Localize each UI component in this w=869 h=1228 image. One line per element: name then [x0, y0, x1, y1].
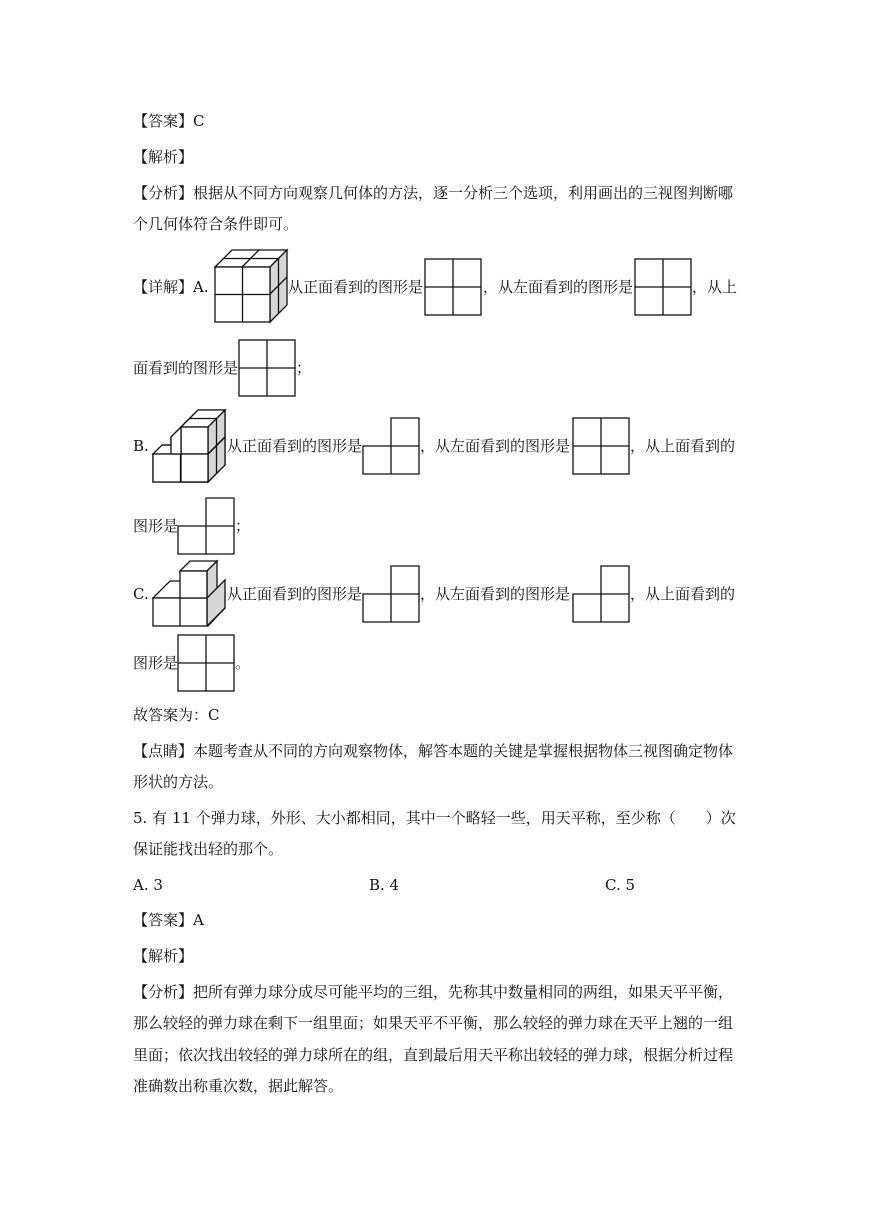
detail-c-label: C. — [133, 585, 149, 603]
detail-a-front-text: 从正面看到的图形是 — [288, 278, 424, 296]
detail-a-top-tail: ，从上 — [692, 278, 738, 296]
question5-analysis-2: 那么较轻的弹力球在剩下一组里面；如果天平不平衡，那么较轻的弹力球在天平上翘的一组 — [133, 1014, 734, 1032]
detail-a-left-text: ，从左面看到的图形是 — [483, 278, 634, 296]
detail-b-top-text: 图形是 — [133, 517, 179, 535]
detail-b-left-text: ，从左面看到的图形是 — [420, 437, 571, 455]
question5-option-a: A. 3 — [133, 876, 163, 894]
detail-c-front-text: 从正面看到的图形是 — [227, 585, 363, 603]
conclusion-line: 故答案为：C — [133, 706, 220, 724]
question5-stem-1: 5. 有 11 个弹力球，外形、大小都相同，其中一个略轻一些，用天平称，至少称（ ）次 — [133, 809, 736, 827]
detail-c-top-tail: ，从上面看到的 — [630, 585, 736, 603]
detail-a-end: ； — [296, 359, 312, 377]
stepped-cubes-b-figure — [152, 408, 228, 484]
detail-a-top-text: 面看到的图形是 — [133, 359, 239, 377]
question5-stem-2: 保证能找出轻的那个。 — [133, 840, 284, 858]
answer-line: 【答案】C — [133, 112, 205, 130]
question5-analysis-1: 【分析】把所有弹力球分成尽可能平均的三组，先称其中数量相同的两组，如果天平平衡， — [133, 983, 734, 1001]
c-top-view-figure — [177, 634, 235, 692]
b-left-view-figure — [572, 417, 630, 475]
c-front-view-figure — [362, 565, 420, 623]
question5-answer: 【答案】A — [133, 911, 204, 929]
b-front-view-figure — [362, 417, 420, 475]
analysis-text-2: 个几何体符合条件即可。 — [133, 215, 299, 233]
question5-option-c: C. 5 — [605, 876, 636, 894]
analysis-text-1: 【分析】根据从不同方向观察几何体的方法，逐一分析三个选项，利用画出的三视图判断哪 — [133, 184, 734, 202]
detail-b-label: B. — [133, 437, 149, 455]
detail-b-top-tail: ，从上面看到的 — [630, 437, 736, 455]
stepped-cubes-c-figure — [152, 560, 228, 628]
cube-2x2x2-figure — [213, 248, 289, 324]
a-left-view-figure — [634, 258, 692, 316]
question5-analysis-4: 准确数出称重次数，据此解答。 — [133, 1077, 344, 1095]
detail-b-end: ； — [235, 517, 251, 535]
question5-analysis-heading: 【解析】 — [133, 947, 194, 965]
question5-analysis-3: 里面；依次找出较轻的弹力球所在的组，直到最后用天平称出较轻的弹力球，根据分析过程 — [133, 1046, 734, 1064]
c-left-view-figure — [572, 565, 630, 623]
a-front-view-figure — [424, 258, 482, 316]
comment-text-1: 【点睛】本题考查从不同的方向观察物体，解答本题的关键是掌握根据物体三视图确定物体 — [133, 742, 734, 760]
question5-option-b: B. 4 — [369, 876, 400, 894]
detail-c-top-text: 图形是 — [133, 654, 179, 672]
a-top-view-figure — [238, 339, 296, 397]
analysis-heading: 【解析】 — [133, 148, 194, 166]
detail-b-front-text: 从正面看到的图形是 — [227, 437, 363, 455]
b-top-view-figure — [177, 497, 235, 555]
detail-c-end: 。 — [235, 654, 251, 672]
detail-c-left-text: ，从左面看到的图形是 — [420, 585, 571, 603]
comment-text-2: 形状的方法。 — [133, 773, 224, 791]
detail-a-label: 【详解】A. — [133, 278, 209, 296]
